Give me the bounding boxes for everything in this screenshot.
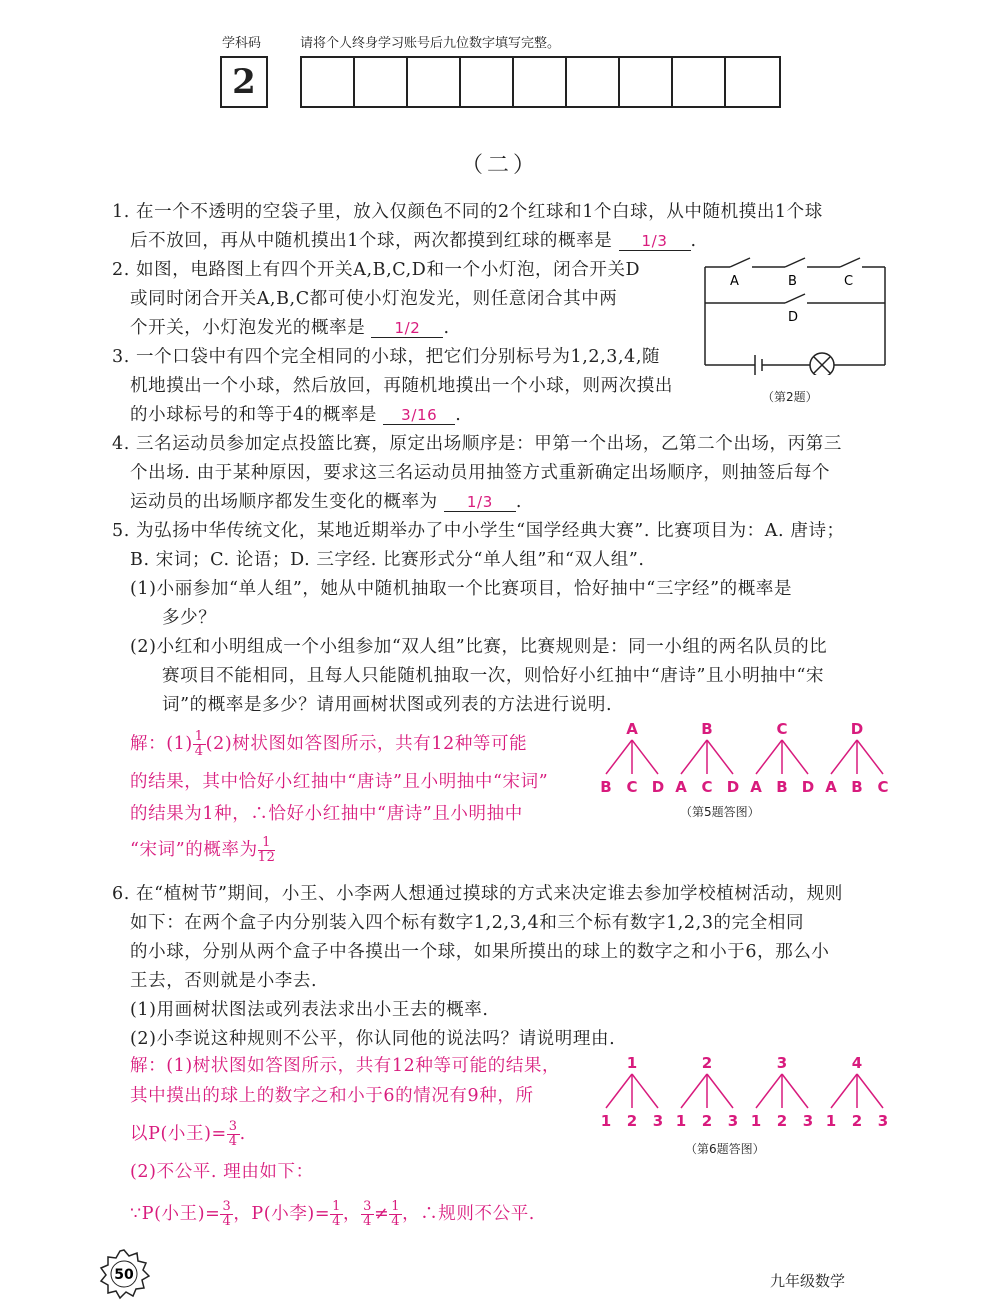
q6-tree-leaf: 2	[701, 1112, 713, 1130]
subject-code-label: 学科码	[222, 36, 262, 51]
switch-d-label: D	[788, 310, 799, 325]
q6-frac	[389, 1200, 402, 1229]
account-id-grid	[300, 56, 781, 108]
q5-tree-root: A	[626, 720, 638, 738]
switch-b-label: B	[788, 274, 797, 289]
page-number: 50	[114, 1267, 134, 1283]
q5-tree-leaf: C	[626, 778, 638, 796]
q3-text: 的小球标号的和等于4的概率是	[130, 405, 378, 425]
q6-tree-leaf: 2	[776, 1112, 788, 1130]
q5-tree-branch	[756, 740, 782, 774]
frac-num: 3	[228, 1119, 238, 1134]
q3-line1: 3. 一个口袋中有四个完全相同的小球，把它们分别标号为1,2,3,4,随	[112, 347, 661, 367]
id-cell[interactable]	[514, 58, 567, 106]
page-number-badge	[98, 1248, 150, 1300]
q5-solution-line2: 的结果，其中恰好小红抽中“唐诗”且小明抽中“宋词”	[130, 772, 549, 792]
id-cell[interactable]	[461, 58, 514, 106]
q6-tree-leaf: 2	[851, 1112, 863, 1130]
section-title: （二）	[460, 153, 539, 178]
q6-solution-line4: (2)不公平. 理由如下：	[130, 1162, 314, 1182]
frac-num: 1	[391, 1199, 401, 1214]
q6-solution-line3: 以P(小王)= $\frac{3}{4}$ .	[130, 1119, 246, 1149]
q6-tree-branch	[632, 1074, 658, 1108]
q3-line2: 机地摸出一个小球，然后放回，再随机地摸出一个小球，则两次摸出	[130, 376, 673, 396]
q2-line1: 2. 如图，电路图上有四个开关A,B,C,D和一个小灯泡，闭合开关D	[112, 260, 641, 280]
q5-frac-1-12	[258, 836, 276, 865]
q2-text: 个开关，小灯泡发光的概率是	[130, 318, 366, 338]
frac-den: 4	[363, 1214, 372, 1229]
q5-line2: B. 宋词；C. 论语；D. 三字经. 比赛形式分“单人组”和“双人组”.	[130, 550, 645, 570]
frac-num: 3	[222, 1199, 232, 1214]
q5-tree-branch	[707, 740, 733, 774]
q6-tree-root: 4	[851, 1054, 863, 1072]
id-cell[interactable]	[673, 58, 726, 106]
q6-caption: （第6题答图）	[685, 1142, 765, 1156]
q6-p-li: ，P(小李)=	[233, 1204, 331, 1224]
q5-tree-branch	[681, 740, 707, 774]
q1-answer: 1/3	[619, 232, 691, 251]
q5-tree-leaf: D	[801, 778, 815, 796]
q6-frac	[361, 1200, 374, 1229]
q6-tree-root: 3	[776, 1054, 788, 1072]
q6-tree-leaf: 3	[727, 1112, 739, 1130]
q5-tree-leaf: D	[726, 778, 740, 796]
frac-den: 4	[391, 1214, 401, 1229]
q6-line4: 王去，否则就是小李去.	[130, 971, 318, 991]
q2-answer: 1/2	[371, 319, 443, 338]
id-cell[interactable]	[408, 58, 461, 106]
q6-frac-3-4	[227, 1120, 240, 1149]
q6-tree-leaf: 1	[600, 1112, 612, 1130]
q5-tree-leaf: B	[600, 778, 612, 796]
q5-tree-leaf: A	[825, 778, 837, 796]
q5-part2c: 词”的概率是多少？请用画树状图或列表的方法进行说明.	[162, 695, 613, 715]
id-cell[interactable]	[726, 58, 779, 106]
q6-tree-branch	[782, 1074, 808, 1108]
q4-line1: 4. 三名运动员参加定点投篮比赛，原定出场顺序是：甲第一个出场，乙第二个出场，丙第三	[112, 434, 842, 454]
q6-tree-branch	[857, 1074, 883, 1108]
q6-part2: (2)小李说这种规则不公平，你认同他的说法吗？请说明理由.	[130, 1029, 616, 1049]
q2-caption: （第2题）	[762, 390, 818, 404]
q5-tree-branch	[782, 740, 808, 774]
q5-part2b: 赛项目不能相同，且每人只能随机抽取一次，则恰好小红抽中“唐诗”且小明抽中“宋	[162, 666, 825, 686]
q5-part2a: (2)小红和小明组成一个小组参加“双人组”比赛，比赛规则是：同一小组的两名队员的比	[130, 637, 828, 657]
id-cell[interactable]	[302, 58, 355, 106]
frac-den: 4	[332, 1214, 341, 1229]
q6-tree-leaf: 1	[750, 1112, 762, 1130]
q5-tree-leaf: C	[877, 778, 889, 796]
q6-frac	[330, 1200, 343, 1229]
q5-line1: 5. 为弘扬中华传统文化，某地近期举办了中小学生“国学经典大赛”. 比赛项目为：A. 唐诗；	[112, 521, 845, 541]
q5-tree-branch	[632, 740, 658, 774]
q3-answer: 3/16	[383, 406, 455, 425]
q5-tree-diagram	[596, 718, 896, 798]
q6-tree-leaf: 3	[652, 1112, 664, 1130]
q5-frac-1-4	[193, 730, 206, 759]
q4-line3	[130, 488, 522, 513]
q6-part1: (1)用画树状图法或列表法求出小王去的概率.	[130, 1000, 489, 1020]
q6-line1: 6. 在“植树节”期间，小王、小李两人想通过摸球的方式来决定谁去参加学校植树活动，规则	[112, 884, 843, 904]
q6-tree-branch	[756, 1074, 782, 1108]
q5-tree-leaf: C	[701, 778, 713, 796]
switch-a-label: A	[730, 274, 739, 289]
q4-answer: 1/3	[444, 493, 516, 512]
q6-tree-leaf: 3	[877, 1112, 889, 1130]
frac-num: 1	[194, 729, 204, 744]
q1-text: 后不放回，再从中随机摸出1个球，两次都摸到红球的概率是	[130, 231, 613, 251]
q6-sol-prob: 以P(小王)=	[130, 1124, 227, 1144]
frac-den: 4	[194, 744, 204, 759]
q5-tree-branch	[606, 740, 632, 774]
q6-line3: 的小球，分别从两个盒子中各摸出一个球，如果所摸出的球上的数字之和小于6，那么小	[130, 942, 830, 962]
q5-sol-prob: “宋词”的概率为	[130, 840, 258, 860]
q6-tree-branch	[707, 1074, 733, 1108]
q6-neq: ≠	[373, 1204, 390, 1224]
q6-solution-line2: 其中摸出的球上的数字之和小于6的情况有9种，所	[130, 1086, 534, 1106]
frac-num: 3	[363, 1199, 372, 1214]
q2-line2: 或同时闭合开关A,B,C都可使小灯泡发光，则任意闭合其中两	[130, 289, 618, 309]
q1-line2	[130, 227, 697, 252]
q6-frac	[220, 1200, 233, 1229]
q5-tree-leaf: A	[675, 778, 687, 796]
q6-p-wang: ∵P(小王)=	[130, 1204, 221, 1224]
id-cell[interactable]	[620, 58, 673, 106]
frac-num: 1	[258, 836, 276, 851]
q5-tree-root: D	[850, 720, 864, 738]
q6-tree-branch	[681, 1074, 707, 1108]
q5-tree-leaf: B	[776, 778, 788, 796]
q5-tree-root: C	[776, 720, 788, 738]
q4-end: .	[515, 492, 523, 512]
q3-line3	[130, 401, 461, 426]
q5-caption: （第5题答图）	[680, 805, 760, 819]
q3-end: .	[455, 405, 462, 425]
q6-tree-leaf: 2	[626, 1112, 638, 1130]
q6-tree-branch	[606, 1074, 632, 1108]
q6-tree-diagram	[596, 1052, 896, 1132]
subject-code-box: 2	[220, 56, 268, 108]
circuit-diagram	[700, 255, 892, 375]
q2-end: .	[443, 318, 450, 338]
frac-den: 4	[228, 1134, 238, 1149]
q5-solution-line3: 的结果为1种，∴恰好小红抽中“唐诗”且小明抽中	[130, 804, 523, 824]
q1-line1: 1. 在一个不透明的空袋子里，放入仅颜色不同的2个红球和1个白球，从中随机摸出1个球	[112, 202, 823, 222]
q6-conclusion: ，∴规则不公平.	[402, 1204, 535, 1224]
q4-text: 运动员的出场顺序都发生变化的概率为	[130, 492, 438, 512]
q5-sol-tree: (2)树状图如答图所示，共有12种等可能	[205, 734, 528, 754]
q5-solution-line1	[130, 730, 527, 759]
q6-line2: 如下：在两个盒子内分别装入四个标有数字1,2,3,4和三个标有数字1,2,3的完全相同	[130, 913, 805, 933]
q6-tree-leaf: 1	[825, 1112, 837, 1130]
q5-tree-root: B	[701, 720, 713, 738]
q6-tree-root: 1	[626, 1054, 638, 1072]
account-instruction: 请将个人终身学习账号后九位数字填写完整。	[300, 36, 561, 51]
switch-c-label: C	[844, 274, 854, 289]
q6-solution-line1: 解：(1)树状图如答图所示，共有12种等可能的结果，	[130, 1056, 561, 1076]
q5-tree-leaf: D	[651, 778, 665, 796]
id-cell[interactable]	[567, 58, 620, 106]
q5-tree-branch	[831, 740, 857, 774]
q2-line3	[130, 314, 450, 339]
q6-tree-root: 2	[701, 1054, 713, 1072]
q1-end: .	[690, 231, 697, 251]
frac-den: 12	[257, 850, 276, 865]
q5-sol-prefix: 解：(1)	[130, 734, 193, 754]
q4-line2: 个出场. 由于某种原因，要求这三名运动员用抽签方式重新确定出场顺序，则抽签后每个	[130, 463, 831, 483]
q6-tree-leaf: 1	[675, 1112, 687, 1130]
frac-num: 1	[332, 1199, 341, 1214]
q5-tree-branch	[857, 740, 883, 774]
q5-tree-leaf: B	[851, 778, 863, 796]
q5-solution-line4	[130, 836, 275, 865]
book-title: 九年级数学	[769, 1272, 845, 1290]
q6-comma: ，	[342, 1204, 362, 1224]
frac-den: 4	[222, 1214, 232, 1229]
q5-part1b: 多少？	[162, 608, 217, 628]
q6-solution-line5	[130, 1200, 535, 1229]
id-cell[interactable]	[355, 58, 408, 106]
q6-tree-branch	[831, 1074, 857, 1108]
q5-part1a: (1)小丽参加“单人组”，她从中随机抽取一个比赛项目，恰好抽中“三字经”的概率是	[130, 579, 793, 599]
q6-tree-leaf: 3	[802, 1112, 814, 1130]
q5-tree-leaf: A	[750, 778, 762, 796]
